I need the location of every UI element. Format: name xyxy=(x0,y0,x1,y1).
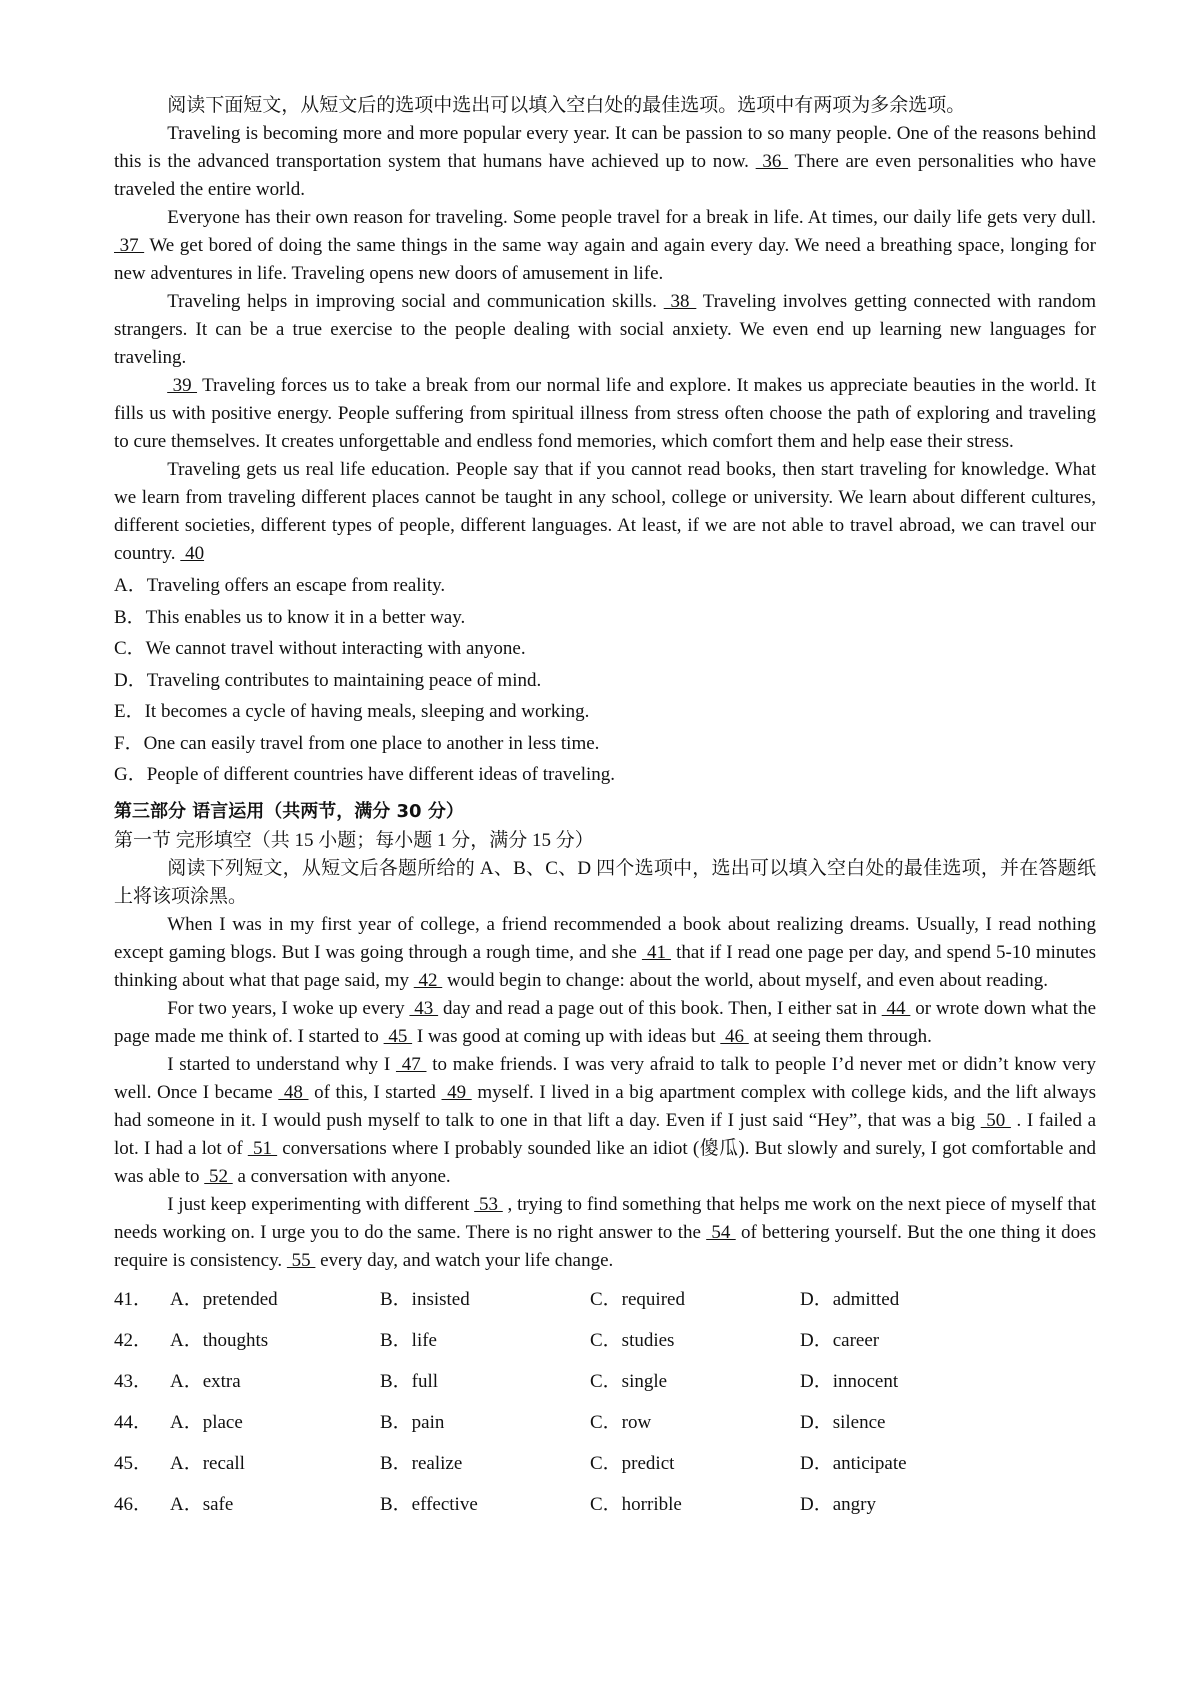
option-d: D．Traveling contributes to maintaining peace of mind. xyxy=(114,669,542,691)
option-c: C．We cannot travel without interacting with anyone. xyxy=(114,638,526,659)
passage-text: I just keep experimenting with different xyxy=(167,1193,475,1215)
answer-blank: 53 xyxy=(474,1193,503,1215)
passage-text: For two years, I woke up every xyxy=(167,997,410,1019)
passage-text: I started to understand why I xyxy=(167,1053,396,1075)
choice-b: B．realize xyxy=(380,1452,463,1474)
passage-text: I was good at coming up with ideas but xyxy=(412,1025,721,1047)
answer-blank: 37 xyxy=(114,235,145,256)
passage-text: conversations where I probably sounded like an idiot (傻瓜). But slowly and surely, I got comfortable and was able to xyxy=(114,1137,1097,1187)
choice-b: B．effective xyxy=(380,1493,478,1515)
option-e: E．It becomes a cycle of having meals, sleeping and working. xyxy=(114,701,590,722)
choice-d: D．innocent xyxy=(800,1370,899,1392)
question-number: 46． xyxy=(114,1493,153,1515)
choice-a: A．thoughts xyxy=(170,1329,269,1351)
passage-text: , trying to find something that helps me work on the next piece of myself that needs working on. I urge you to do the same. There is no right answer to the xyxy=(114,1193,1097,1243)
question-row xyxy=(114,1441,1096,1482)
passage-text: day and read a page out of this book. Then, I either sat in xyxy=(438,997,882,1019)
passage-text: Traveling gets us real life education. People say that if you cannot read books, then start traveling for knowledge. What we learn from traveling different places cannot be taught in any school, college or university. We learn about different cultures, different societies, different types of people, different languages. At least, if we are not able to travel abroad, we can travel our country. xyxy=(114,459,1096,564)
passage-paragraph xyxy=(114,372,1096,456)
passage-paragraph xyxy=(114,911,1096,995)
exam-page xyxy=(114,92,1096,1523)
answer-blank: 46 xyxy=(720,1025,749,1047)
answer-blank: 43 xyxy=(409,997,439,1019)
answer-blank: 36 xyxy=(755,151,789,172)
choice-b: B．full xyxy=(380,1370,439,1392)
question-number: 45． xyxy=(114,1452,153,1474)
choice-c: C．required xyxy=(590,1288,685,1310)
passage-paragraph xyxy=(114,288,1096,372)
answer-blank: 55 xyxy=(286,1249,316,1271)
question-number: 44． xyxy=(114,1411,153,1433)
choice-b: B．insisted xyxy=(380,1288,470,1310)
question-number: 43． xyxy=(114,1370,153,1392)
passage-text: When I was in my first year of college, a friend recommended a book about realizing dreams. Usually, I read nothing except gaming blogs. But I was going through a rough time, and she xyxy=(114,913,1096,963)
answer-blank: 40 xyxy=(180,543,205,564)
question-row xyxy=(114,1318,1096,1359)
passage-text: Traveling forces us to take a break from our normal life and explore. It makes us appreciate beauties in the world. It fills us with positive energy. People suffering from spiritual illness from stress often choose the path of exploring and traveling to cure themselves. It creates unforgettable and endless fond memories, which comfort them and help ease their stress. xyxy=(114,375,1096,452)
part-three-title: 第三部分 语言运用（共两节，满分 30 分） xyxy=(114,800,464,822)
passage-text: would begin to change: about the world, about myself, and even about reading. xyxy=(442,969,1048,991)
passage-paragraph xyxy=(114,1191,1096,1275)
section-one-title: 第一节 完形填空（共 15 小题；每小题 1 分，满分 15 分） xyxy=(114,829,594,851)
answer-blank: 41 xyxy=(641,941,672,963)
answer-blank: 39 xyxy=(167,375,198,396)
choice-a: A．safe xyxy=(170,1493,234,1515)
choice-d: D．admitted xyxy=(800,1288,900,1310)
choice-b: B．pain xyxy=(380,1411,445,1433)
choice-a: A．extra xyxy=(170,1370,241,1392)
passage-text: of bettering yourself. But the one thing it does require is consistency. xyxy=(114,1221,1096,1271)
passage-text: at seeing them through. xyxy=(748,1025,932,1047)
reading-passage xyxy=(114,120,1096,568)
answer-blank: 52 xyxy=(204,1165,233,1187)
question-row xyxy=(114,1482,1096,1523)
passage-text: or wrote down what the page made me think of. I started to xyxy=(114,997,1096,1047)
choice-c: C．single xyxy=(590,1370,668,1392)
choice-a: A．pretended xyxy=(170,1288,278,1310)
answer-blank: 54 xyxy=(706,1221,736,1243)
cloze-instruction: 阅读下列短文，从短文后各题所给的 A、B、C、D 四个选项中，选出可以填入空白处的最佳选项，并在答题纸上将该项涂黑。 xyxy=(114,857,1096,907)
passage-paragraph xyxy=(114,1051,1096,1191)
choice-c: C．row xyxy=(590,1411,652,1433)
passage-text: a conversation with anyone. xyxy=(232,1165,451,1187)
option-f: F．One can easily travel from one place to another in less time. xyxy=(114,732,600,754)
answer-blank: 51 xyxy=(247,1137,278,1159)
choice-d: D．career xyxy=(800,1329,880,1351)
option-g: G．People of different countries have different ideas of traveling. xyxy=(114,764,616,785)
cloze-passage xyxy=(114,911,1096,1275)
choice-a: A．recall xyxy=(170,1452,245,1474)
passage-paragraph xyxy=(114,120,1096,204)
passage-text: Traveling is becoming more and more popular every year. It can be passion to so many people. One of the reasons behind this is the advanced transportation system that humans have achieved up to now. xyxy=(114,123,1096,172)
question-row xyxy=(114,1359,1096,1400)
answer-blank: 45 xyxy=(383,1025,413,1047)
passage-paragraph xyxy=(114,995,1096,1051)
choice-b: B．life xyxy=(380,1329,437,1351)
answer-blank: 42 xyxy=(413,969,443,991)
question-number: 41． xyxy=(114,1288,153,1310)
passage-text: Everyone has their own reason for traveling. Some people travel for a break in life. At times, our daily life gets very dull. xyxy=(167,207,1096,228)
passage-text: There are even personalities who have traveled the entire world. xyxy=(114,151,1097,200)
choice-d: D．angry xyxy=(800,1493,876,1515)
passage-text: Traveling involves getting connected with random strangers. It can be a true exercise to the people dealing with social anxiety. We even end up learning new languages for traveling. xyxy=(114,291,1096,368)
option-b: B．This enables us to know it in a better way. xyxy=(114,606,466,628)
choice-c: C．predict xyxy=(590,1452,675,1474)
passage-text: myself. I lived in a big apartment complex with college kids, and the lift always had someone in it. I would push myself to talk to one in that lift a day. Even if I just said “Hey”, that was a big xyxy=(114,1081,1097,1131)
question-number: 42． xyxy=(114,1329,153,1351)
choice-d: D．silence xyxy=(800,1411,886,1433)
answer-blank: 50 xyxy=(980,1109,1011,1131)
question-row xyxy=(114,1277,1096,1318)
passage-text: to make friends. I was very afraid to talk to people I’d never met or didn’t know very well. Once I became xyxy=(114,1053,1096,1103)
passage-paragraph xyxy=(114,456,1096,568)
passage-text: of this, I started xyxy=(308,1081,442,1103)
reading-options xyxy=(114,570,1096,791)
answer-blank: 38 xyxy=(663,291,697,312)
choice-c: C．studies xyxy=(590,1329,675,1351)
answer-blank: 49 xyxy=(441,1081,472,1103)
answer-blank: 47 xyxy=(395,1053,427,1075)
answer-blank: 48 xyxy=(278,1081,309,1103)
reading-instruction: 阅读下面短文，从短文后的选项中选出可以填入空白处的最佳选项。选项中有两项为多余选项。 xyxy=(167,95,966,116)
choice-c: C．horrible xyxy=(590,1493,682,1515)
passage-text: that if I read one page per day, and spend 5-10 minutes thinking about what that page said, my xyxy=(114,941,1096,991)
passage-text: every day, and watch your life change. xyxy=(315,1249,614,1271)
choice-d: D．anticipate xyxy=(800,1452,907,1474)
choice-a: A．place xyxy=(170,1411,243,1433)
passage-text: Traveling helps in improving social and communication skills. xyxy=(167,291,664,312)
question-row xyxy=(114,1400,1096,1441)
passage-paragraph xyxy=(114,204,1096,288)
answer-blank: 44 xyxy=(881,997,911,1019)
passage-text: We get bored of doing the same things in the same way again and again every day. We need a breathing space, longing for new adventures in life. Traveling opens new doors of amusement in life. xyxy=(114,235,1096,284)
question-list xyxy=(114,1277,1096,1523)
option-a: A．Traveling offers an escape from reality. xyxy=(114,575,446,596)
passage-text: . I failed a lot. I had a lot of xyxy=(114,1109,1097,1159)
